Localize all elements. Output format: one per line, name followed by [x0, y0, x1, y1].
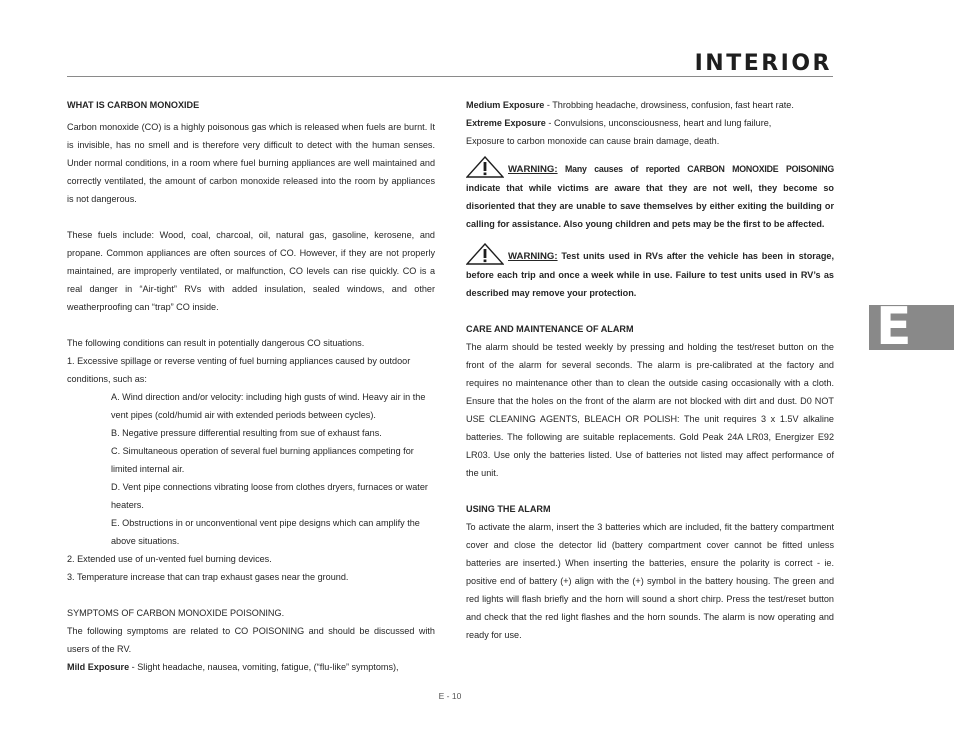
mild-exposure-text: - Slight headache, nausea, vomiting, fatigue, (“flu-like” symptoms), — [129, 662, 399, 672]
warning-triangle-icon — [466, 243, 504, 265]
mild-exposure-label: Mild Exposure — [67, 662, 130, 672]
warning-co-poisoning — [466, 160, 834, 233]
warning-co-text: indicate that while victims are aware that they are not well, they become so disoriented that they are unable to save themselves by either exiting the building or calling for assistance. Also young children and pets may be the first to be affected. — [466, 183, 834, 229]
left-column — [67, 96, 435, 676]
warning-label: WARNING: — [508, 164, 558, 175]
medium-exposure-label: Medium Exposure — [466, 100, 545, 110]
sub-item-c: C. Simultaneous operation of several fuel burning appliances competing for limited internal air. — [111, 446, 414, 474]
medium-exposure-text: - Throbbing headache, drowsiness, confusion, fast heart rate. — [544, 100, 794, 110]
list-item-1: 1. Excessive spillage or reverse venting of fuel burning appliances caused by outdoor conditions, such as: — [67, 356, 411, 384]
extreme-exposure-label: Extreme Exposure — [466, 118, 546, 128]
sub-item-b: B. Negative pressure differential resulting from sue of exhaust fans. — [111, 428, 382, 438]
section-tab-letter: E — [876, 297, 912, 357]
heading-symptoms: SYMPTOMS OF CARBON MONOXIDE POISONING. — [67, 608, 285, 618]
warning-label: WARNING: — [508, 251, 558, 262]
sub-item-d: D. Vent pipe connections vibrating loose from clothes dryers, furnaces or water heaters. — [111, 482, 428, 510]
paragraph-conditions: The following conditions can result in potentially dangerous CO situations. — [67, 338, 365, 348]
extreme-exposure — [466, 114, 834, 132]
list-item-2: 2. Extended use of un-vented fuel burning devices. — [67, 554, 272, 564]
paragraph-fuels: These fuels include: Wood, coal, charcoal, oil, natural gas, gasoline, kerosene, and propane. Common appliances are often sources of CO. However, if they are not properly maintained, are improperly ventilated, or malfunction, CO levels can rise quickly. CO is a real danger in “Air-tight” RVs with added insulation, sealed windows, and other weatherproofing can “trap” CO inside. — [67, 230, 435, 312]
right-column — [466, 96, 834, 644]
paragraph-symptoms: The following symptoms are related to CO POISONING and should be discussed with users of the RV. — [67, 626, 435, 654]
extreme-exposure-text: - Convulsions, unconsciousness, heart and lung failure, — [545, 118, 772, 128]
header-rule — [67, 76, 833, 77]
heading-care-maintenance: CARE AND MAINTENANCE OF ALARM — [466, 324, 634, 334]
paragraph-co-intro: Carbon monoxide (CO) is a highly poisonous gas which is released when fuels are burnt. It is invisible, has no smell and is therefore very difficult to detect with the human senses. Under normal conditions, in a room where fuel burning appliances are well maintained and correctly ventilated, the amount of carbon monoxide released into the room by appliances is not dangerous. — [67, 122, 435, 204]
exposure-consequence: Exposure to carbon monoxide can cause brain damage, death. — [466, 136, 720, 146]
warning-triangle-icon — [466, 156, 504, 178]
medium-exposure — [466, 96, 834, 114]
sub-item-a: A. Wind direction and/or velocity: including high gusts of wind. Heavy air in the vent pipes (cold/humid air with extended periods between cycles). — [111, 392, 426, 420]
paragraph-using-alarm: To activate the alarm, insert the 3 batteries which are included, fit the battery compartment cover and close the detector lid (battery compartment cover cannot be fitted unless batteries are inserted.) When inserting the batteries, ensure the polarity is correct - ie. positive end of battery (+) align with the (+) symbol in the battery housing. The green and red lights will flash briefly and the horn will sound a short chirp. Press the test/reset button and check that the red light flashes and the horn sounds. The alarm is now operating and ready for use. — [466, 522, 834, 640]
heading-using-alarm: USING THE ALARM — [466, 504, 551, 514]
page-title: INTERIOR — [694, 51, 832, 76]
mild-exposure — [67, 658, 435, 676]
list-item-3: 3. Temperature increase that can trap exhaust gases near the ground. — [67, 572, 349, 582]
paragraph-care-maintenance: The alarm should be tested weekly by pressing and holding the test/reset button on the front of the alarm for several seconds. The alarm is pre-calibrated at the factory and requires no maintenance other than to clean the outside casing occasionally with a cloth. Ensure that the holes on the front of the alarm are not blocked with dirt and dust. D0 NOT USE CLEANING AGENTS, BLEACH OR POLISH: The unit requires 3 x 1.5V alkaline batteries. The following are suitable replacements. Gold Peak 24A LR03, Energizer E92 LR03. Use only the batteries listed. Use of batteries not listed may affect performance of the unit. — [466, 342, 834, 478]
sub-item-e: E. Obstructions in or unconventional vent pipe designs which can amplify the above situations. — [111, 518, 420, 546]
warning-test-units — [466, 247, 834, 302]
warning-test-text: Test units used in RVs after the vehicle has been in storage, before each trip and once a week while in use. Failure to test units used in RV’s as described may remove your protection. — [466, 251, 834, 298]
heading-what-is-co: WHAT IS CARBON MONOXIDE — [67, 100, 200, 110]
page-number: E - 10 — [438, 691, 462, 701]
warning-co-lead: Many causes of reported CARBON MONOXIDE POISONING — [557, 164, 834, 174]
